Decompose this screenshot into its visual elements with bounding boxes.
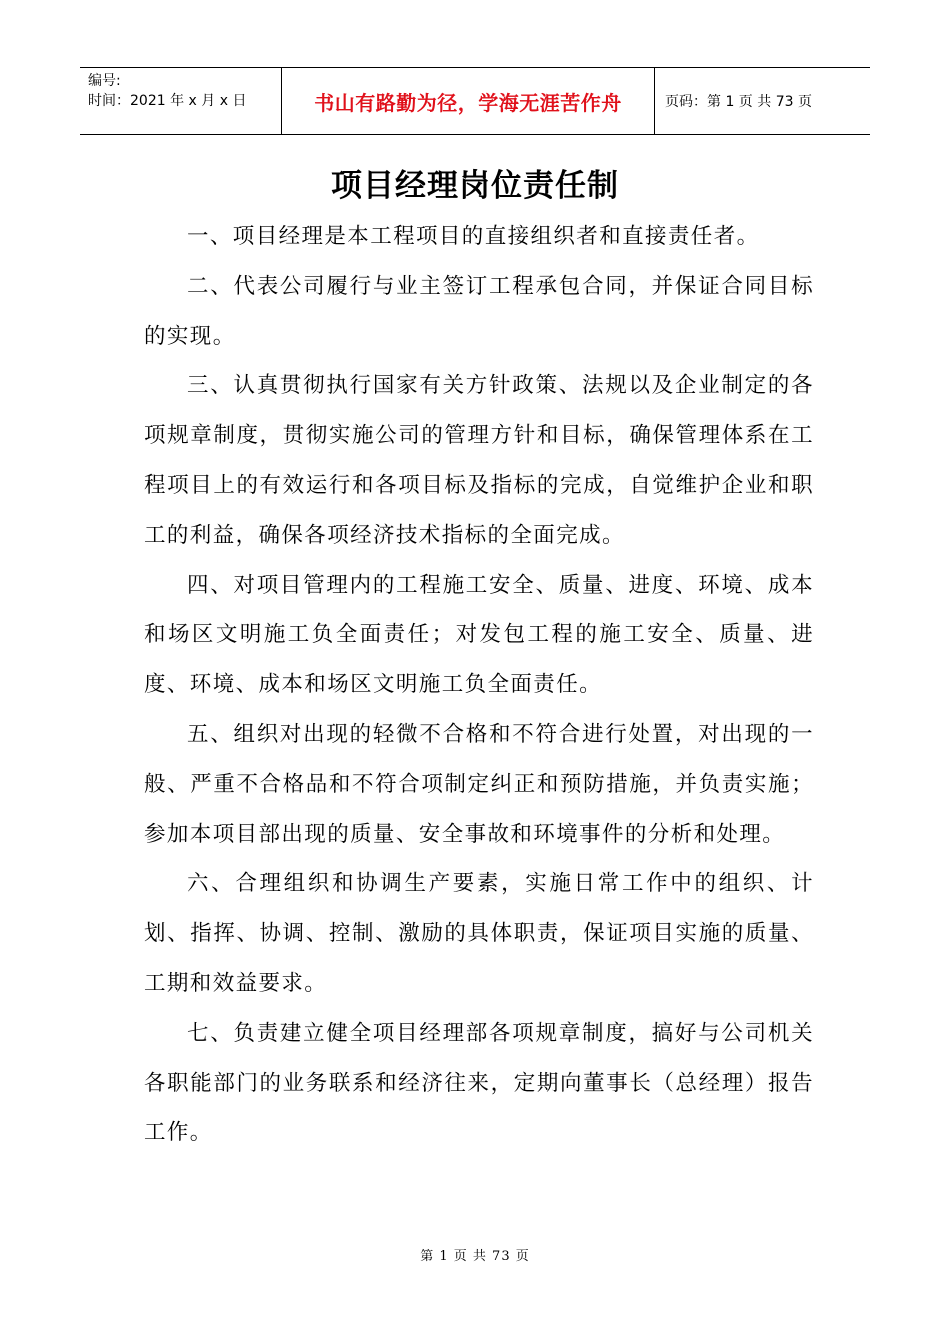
header-motto-cell [282, 68, 655, 134]
paragraph-1: 一、项目经理是本工程项目的直接组织者和直接责任者。 [187, 224, 760, 249]
document-number-label: 编号: [88, 73, 121, 89]
paragraph-2: 二、代表公司履行与业主签订工程承包合同，并保证合同目标的实现。 [144, 273, 814, 349]
header-page-cell [655, 68, 870, 134]
header-motto: 书山有路勤为径，学海无涯苦作舟 [314, 90, 622, 115]
paragraph-4: 四、对项目管理内的工程施工安全、质量、进度、环境、成本和场区文明施工负全面责任；对发包工程的施工安全、质量、进度、环境、成本和场区文明施工负全面责任。 [144, 572, 814, 698]
document-body [144, 212, 814, 1158]
paragraph-5: 五、组织对出现的轻微不合格和不符合进行处置，对出现的一般、严重不合格品和不符合项制定纠正和预防措施，并负责实施；参加本项目部出现的质量、安全事故和环境事件的分析和处理。 [144, 721, 814, 847]
paragraph-7: 七、负责建立健全项目经理部各项规章制度，搞好与公司机关各职能部门的业务联系和经济往来，定期向董事长（总经理）报告工作。 [144, 1020, 814, 1146]
paragraph-3: 三、认真贯彻执行国家有关方针政策、法规以及企业制定的各项规章制度，贯彻实施公司的管理方针和目标，确保管理体系在工程项目上的有效运行和各项目标及指标的完成，自觉维护企业和职工的利益，确保各项经济技术指标的全面完成。 [144, 373, 814, 548]
header-table [80, 67, 870, 135]
document-title: 项目经理岗位责任制 [331, 168, 619, 204]
page-footer: 第 1 页 共 73 页 [420, 1249, 530, 1264]
header-page-info: 页码：第 1 页 共 73 页 [665, 94, 812, 110]
header-meta-cell [80, 68, 282, 134]
paragraph-6: 六、合理组织和协调生产要素，实施日常工作中的组织、计划、指挥、协调、控制、激励的具体职责，保证项目实施的质量、工期和效益要求。 [144, 871, 814, 996]
document-time-label: 时间：2021 年 x 月 x 日 [88, 93, 247, 109]
